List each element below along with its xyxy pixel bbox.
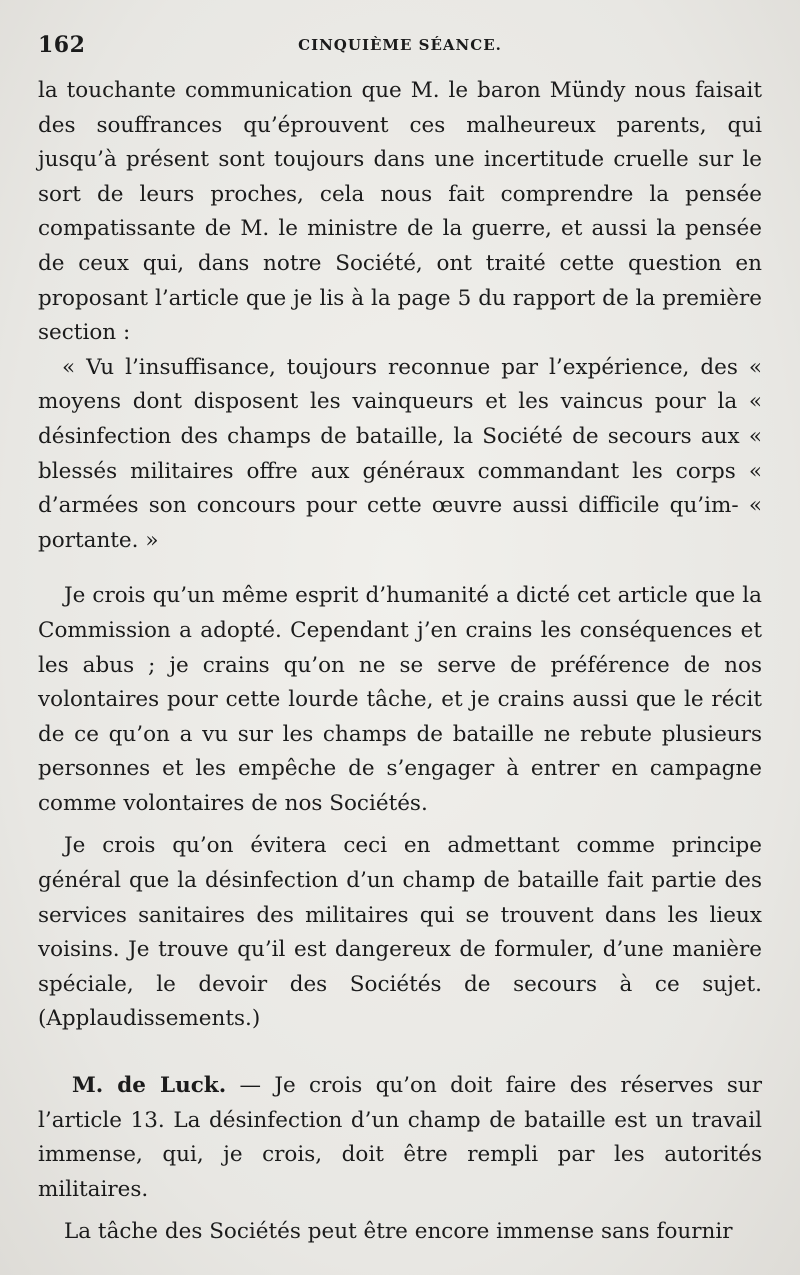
paragraph-continuation: la touchante communication que M. le baron Mündy nous faisait des souffrances qu’éprouvent ces malheureux parents, qui jusqu’à présent sont toujours dans une incertitude cruelle sur le sort de leurs proches, cela nous fait comprendre la pensée compatissante de M. le ministre de la guerre, et aussi la pensée de ceux qui, dans notre Société, ont traité cette question en proposant l’article que je lis à la page 5 du rapport de la première section : bbox=[38, 78, 762, 346]
quoted-article: « Vu l’insuffisance, toujours reconnue par l’expérience, des « moyens dont disposent les vainqueurs et les vaincus pour la « désinfection des champs de bataille, la Société de secours aux « blessés militaires offre aux généraux commandant les corps « d’armées son concours pour cette œuvre aussi difficile qu’im- « portante. » bbox=[38, 354, 762, 553]
page-number: 162 bbox=[38, 32, 86, 58]
paragraph: Je crois qu’on évitera ceci en admettant comme principe général que la désinfection d’un champ de bataille fait partie des services sanitaires des militaires qui se trouvent dans les lieux voisins. Je trouve qu’il est dangereux de formuler, d’une manière spéciale, le devoir des Sociétés de secours à ce sujet. (Applaudissements.) bbox=[38, 833, 762, 1032]
running-title: CINQUIÈME SÉANCE. bbox=[298, 36, 502, 54]
paragraph: La tâche des Sociétés peut être encore immense sans fournir bbox=[64, 1219, 733, 1245]
body-text bbox=[38, 74, 762, 1250]
speaker-paragraph bbox=[38, 1069, 762, 1207]
speaker-name: M. de Luck. bbox=[72, 1073, 227, 1099]
running-head bbox=[38, 32, 762, 66]
paragraph: Je crois qu’un même esprit d’humanité a dicté cet article que la Commission a adopté. Cependant j’en crains les conséquences et les abus ; je crains qu’on ne se serve de préférence de nos volontaires pour cette lourde tâche, et je crains aussi que le récit de ce qu’on a vu sur les champs de bataille ne rebute plusieurs personnes et les empêche de s’engager à entrer en campagne comme volontaires de nos Sociétés. bbox=[38, 583, 762, 816]
speaker-text: — Je crois qu’on doit faire des réserves sur l’article 13. La désinfection d’un champ de bataille est un travail immense, qui, je crois, doit être rempli par les autorités militaires. bbox=[38, 1073, 762, 1202]
